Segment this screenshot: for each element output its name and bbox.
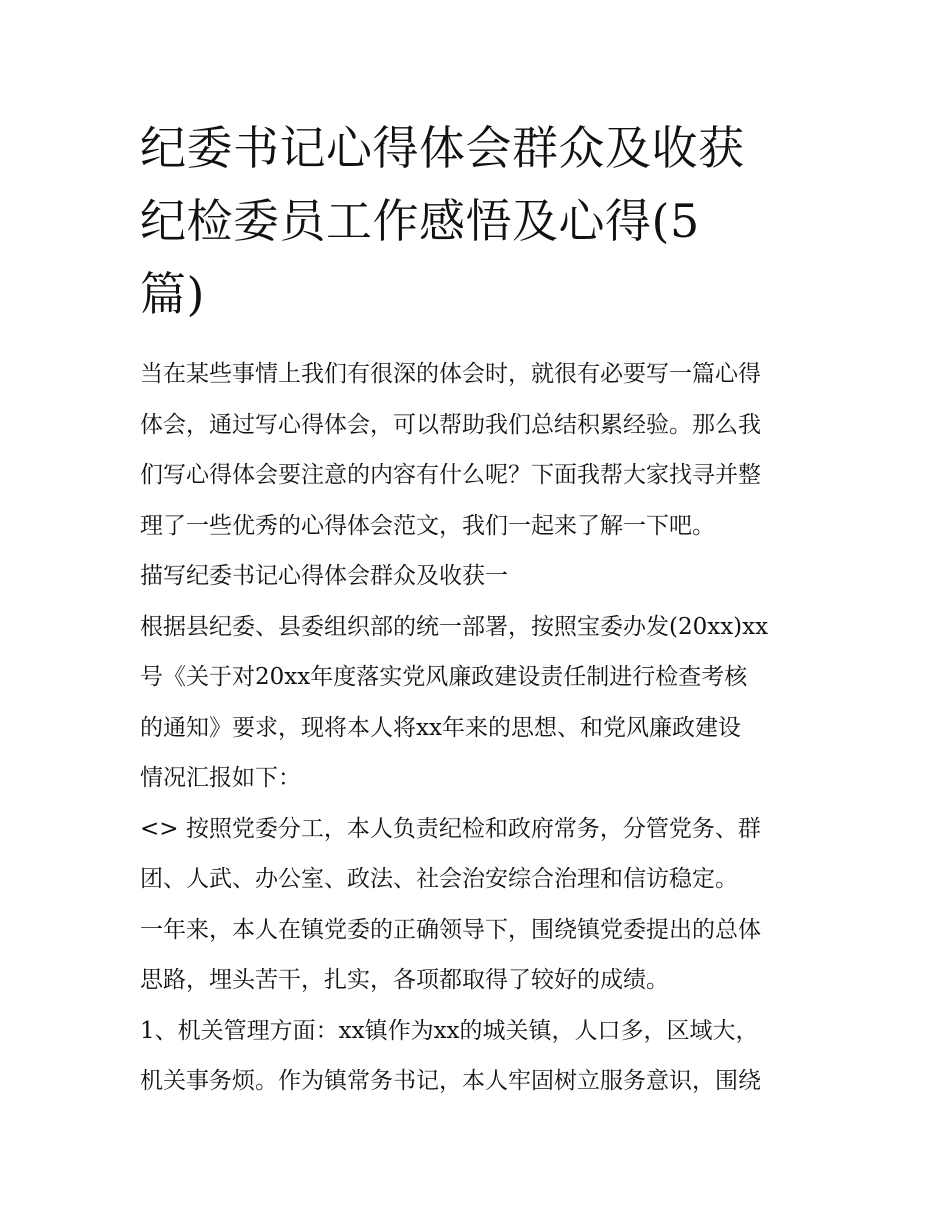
body-paragraph: [140, 804, 820, 905]
intro-paragraph: [140, 349, 820, 551]
body-paragraph: [140, 905, 820, 1006]
title-line: 纪委书记心得体会群众及收获: [140, 121, 745, 175]
text-line: 描写纪委书记心得体会群众及收获一: [140, 563, 508, 589]
text-line: 当在某些事情上我们有很深的体会时，就很有必要写一篇心得: [140, 361, 761, 387]
text-line: 一年来，本人在镇党委的正确领导下，围绕镇党委提出的总体: [140, 916, 761, 943]
text-line: 们写心得体会要注意的内容有什么呢？下面我帮大家找寻并整: [140, 462, 761, 488]
text-line: 思路，埋头苦干，扎实，各项都取得了较好的成绩。: [140, 967, 669, 993]
text-line: <> 按照党委分工，本人负责纪检和政府常务，分管党务、群: [140, 815, 761, 842]
text-line: 情况汇报如下：: [140, 765, 301, 791]
text-line: 的通知》要求，现将本人将xx年来的思想、和党风廉政建设: [140, 714, 741, 741]
text-line: 1、机关管理方面：xx镇作为xx的城关镇，人口多，区域大，: [140, 1017, 759, 1044]
section-heading: [140, 551, 820, 602]
text-line: 团、人武、办公室、政法、社会治安综合治理和信访稳定。: [140, 866, 738, 892]
body-paragraph: [140, 602, 820, 804]
document-title: [140, 112, 820, 331]
body-paragraph: [140, 1006, 820, 1107]
title-line: 纪检委员工作感悟及心得(5: [140, 194, 700, 248]
text-line: 根据县纪委、县委组织部的统一部署，按照宝委办发(20xx)xx: [140, 613, 769, 640]
text-line: 机关事务烦。作为镇常务书记，本人牢固树立服务意识，围绕: [140, 1068, 761, 1094]
text-line: 理了一些优秀的心得体会范文，我们一起来了解一下吧。: [140, 512, 715, 539]
text-line: 号《关于对20xx年度落实党风廉政建设责任制进行检查考核: [140, 664, 748, 690]
text-line: 体会，通过写心得体会，可以帮助我们总结积累经验。那么我: [140, 411, 761, 438]
document-page: [140, 112, 820, 1107]
title-line: 篇): [140, 267, 205, 321]
